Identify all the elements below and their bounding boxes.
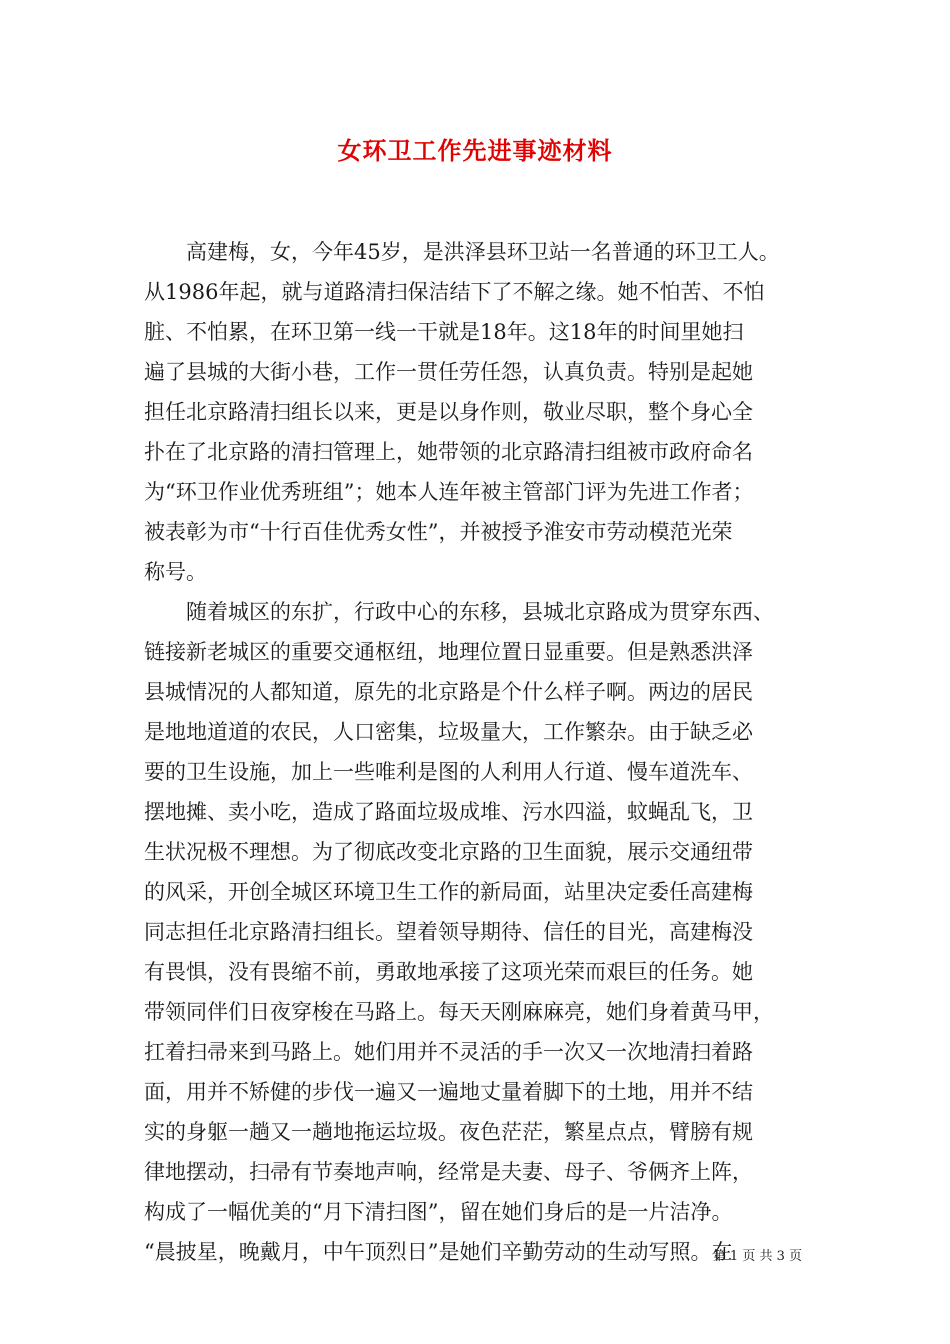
text-line: 遍了县城的大街小巷，工作一贯任劳任怨，认真负责。特别是起她 <box>144 360 753 384</box>
text-line: 生状况极不理想。为了彻底改变北京路的卫生面貌，展示交通纽带 <box>144 840 753 864</box>
text-line: 带领同伴们日夜穿梭在马路上。每天天刚麻麻亮，她们身着黄马甲， <box>144 1000 774 1024</box>
text-line: 律地摆动，扫帚有节奏地声响，经常是夫妻、母子、爷俩齐上阵， <box>144 1160 753 1184</box>
text-line: 链接新老城区的重要交通枢纽，地理位置日显重要。但是熟悉洪泽 <box>144 640 753 664</box>
text-line: 的风采，开创全城区环境卫生工作的新局面，站里决定委任高建梅 <box>144 880 753 904</box>
text-line: 为“环卫作业优秀班组”；她本人连年被主管部门评为先进工作者； <box>144 480 754 504</box>
text-line: 构成了一幅优美的“月下清扫图”，留在她们身后的是一片洁净。 <box>144 1200 733 1224</box>
page-number: 第 1 页 共 3 页 <box>712 1249 802 1264</box>
text-line: 实的身躯一趟又一趟地拖运垃圾。夜色茫茫，繁星点点，臂膀有规 <box>144 1120 753 1144</box>
text-line: 县城情况的人都知道，原先的北京路是个什么样子啊。两边的居民 <box>144 680 753 704</box>
text-line: 摆地摊、卖小吃，造成了路面垃圾成堆、污水四溢，蚊蝇乱飞，卫 <box>144 800 753 824</box>
text-line: 被表彰为市“十行百佳优秀女性”，并被授予淮安市劳动模范光荣 <box>144 520 733 544</box>
text-line: 脏、不怕累，在环卫第一线一干就是18年。这18年的时间里她扫 <box>144 320 744 344</box>
text-line: 称号。 <box>144 560 207 584</box>
document-title: 女环卫工作先进事迹材料 <box>337 136 613 165</box>
text-line: 高建梅，女，今年45岁，是洪泽县环卫站一名普通的环卫工人。 <box>144 240 780 264</box>
document-body <box>144 232 809 1272</box>
text-line: 有畏惧，没有畏缩不前，勇敢地承接了这项光荣而艰巨的任务。她 <box>144 960 753 984</box>
text-line: 是地地道道的农民，人口密集，垃圾量大，工作繁杂。由于缺乏必 <box>144 720 753 744</box>
text-line: 扛着扫帚来到马路上。她们用并不灵活的手一次又一次地清扫着路 <box>144 1040 753 1064</box>
text-line: 面，用并不矫健的步伐一遍又一遍地丈量着脚下的土地，用并不结 <box>144 1080 753 1104</box>
text-line: 同志担任北京路清扫组长。望着领导期待、信任的目光，高建梅没 <box>144 920 753 944</box>
text-line: 扑在了北京路的清扫管理上，她带领的北京路清扫组被市政府命名 <box>144 440 753 464</box>
text-line: 随着城区的东扩，行政中心的东移，县城北京路成为贯穿东西、 <box>144 600 774 624</box>
text-line: “晨披星，晚戴月，中午顶烈日”是她们辛勤劳动的生动写照。在 <box>144 1240 733 1264</box>
text-line: 要的卫生设施，加上一些唯利是图的人利用人行道、慢车道洗车、 <box>144 760 753 784</box>
text-line: 担任北京路清扫组长以来，更是以身作则，敬业尽职，整个身心全 <box>144 400 753 424</box>
text-line: 从1986年起，就与道路清扫保洁结下了不解之缘。她不怕苦、不怕 <box>144 280 765 304</box>
